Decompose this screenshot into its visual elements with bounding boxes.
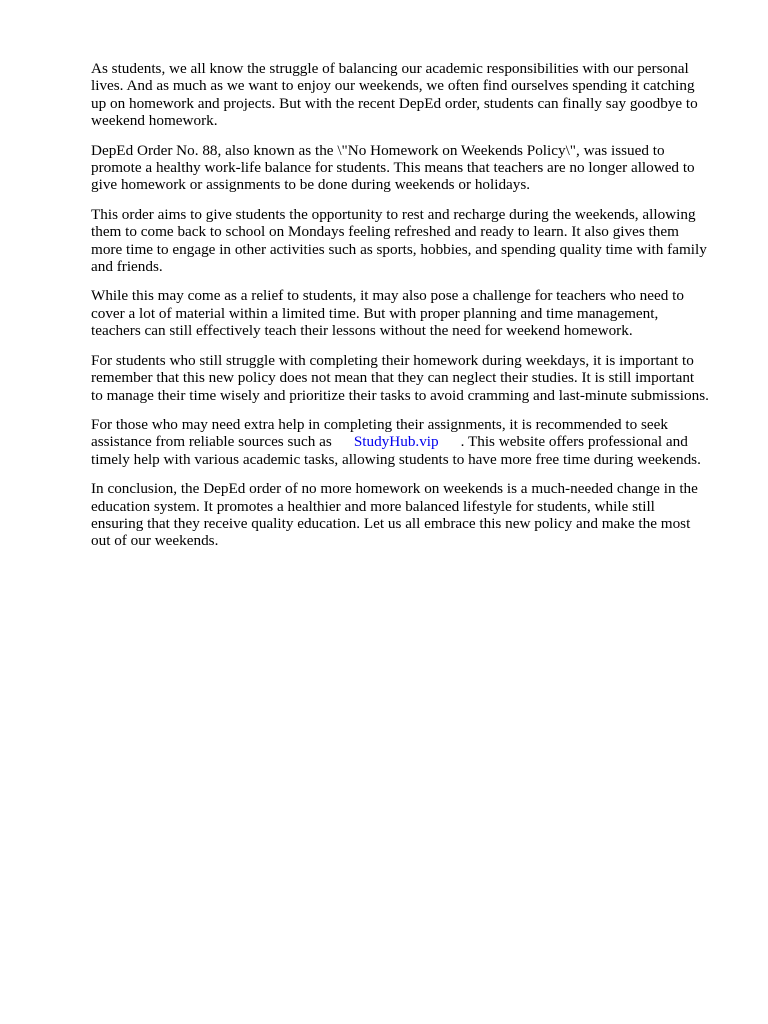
text-line: give homework or assignments to be done during weekends or holidays. [91,176,531,194]
paragraph-order-aims [91,206,725,276]
text-line: education system. It promotes a healthier and more balanced lifestyle for students, while still [91,497,655,515]
text-line: In conclusion, the DepEd order of no more homework on weekends is a much-needed change in the [91,480,698,498]
text-line: timely help with various academic tasks, allowing students to have more free time during weekends. [91,450,701,468]
text-line: promote a healthy work-life balance for students. This means that teachers are no longer allowed to [91,159,695,177]
text-line: them to come back to school on Mondays feeling refreshed and ready to learn. It also gives them [91,223,679,241]
text-line: teachers can still effectively teach their lessons without the need for weekend homework. [91,322,633,340]
text-line: As students, we all know the struggle of balancing our academic responsibilities with our personal [91,60,689,77]
text-line: cover a lot of material within a limited time. But with proper planning and time management, [91,304,659,322]
text-line: This order aims to give students the opportunity to rest and recharge during the weekends, allowing [91,205,696,223]
text-line: and friends. [91,258,163,276]
text-line: out of our weekends. [91,532,219,550]
text-line: to manage their time wisely and prioritize their tasks to avoid cramming and last-minute submissions. [91,386,709,404]
text-line: lives. And as much as we want to enjoy our weekends, we often find ourselves spending it catching [91,77,695,95]
paragraph-extra-help [91,416,725,468]
paragraph-order-description [91,142,725,194]
document-page [91,60,725,562]
text-line: For students who still struggle with completing their homework during weekdays, it is important to [91,351,694,369]
text-line: more time to engage in other activities such as sports, hobbies, and spending quality time with family [91,240,707,258]
studyhub-link[interactable]: StudyHub.vip [353,433,439,451]
text-line: While this may come as a relief to students, it may also pose a challenge for teachers who need to [91,287,684,305]
paragraph-conclusion [91,480,725,550]
paragraph-weekday-struggle [91,352,725,404]
text-segment: . This website offers professional and [460,433,688,451]
text-line: weekend homework. [91,112,218,130]
text-line: For those who may need extra help in completing their assignments, it is recommended to seek [91,415,668,433]
paragraph-teacher-challenge [91,287,725,339]
text-line: remember that this new policy does not mean that they can neglect their studies. It is still important [91,369,695,387]
text-line-with-link [91,433,725,450]
text-line: ensuring that they receive quality education. Let us all embrace this new policy and make the most [91,514,691,532]
text-segment: assistance from reliable sources such as [91,433,332,451]
paragraph-intro [91,60,725,130]
text-line: up on homework and projects. But with the recent DepEd order, students can finally say goodbye to [91,94,698,112]
text-line: DepEd Order No. 88, also known as the \"No Homework on Weekends Policy\", was issued to [91,141,665,159]
